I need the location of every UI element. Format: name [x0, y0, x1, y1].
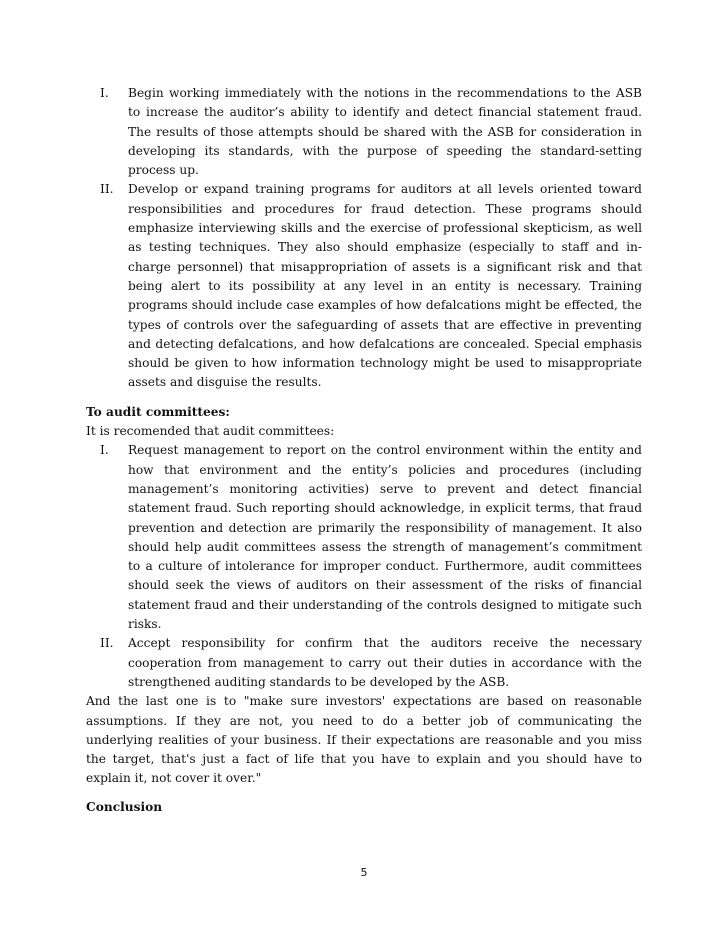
auditor-recommendations-list [86, 84, 642, 393]
list-item-number: II. [100, 182, 114, 197]
list-item [86, 634, 642, 692]
list-item-number: I. [100, 443, 109, 458]
audit-committees-intro: It is recomended that audit committees: [86, 424, 335, 439]
closing-paragraph: And the last one is to "make sure investors' expectations are based on reasonable assumptions. If they are not, you need to do a better job of communicating the underlying realities of your business. If their expectations are reasonable and you miss the target, that's just a fact of life that you have to explain and you should have to explain it, not cover it over." [86, 694, 642, 786]
list-item-text: Develop or expand training programs for auditors at all levels oriented toward responsibilities and procedures for fraud detection. These programs should emphasize interviewing skills and the exercise of professional skepticism, as well as testing techniques. They also should emphasize (especially to staff and in-charge personnel) that misappropriation of assets is a significant risk and that being alert to its possibility at any level in an entity is necessary. Training programs should include case examples of how defalcations might be effected, the types of controls over the safeguarding of assets that are effective in preventing and detecting defalcations, and how defalcations are concealed. Special emphasis should be given to how information technology might be used to misappropriate assets and disguise the results. [128, 182, 642, 390]
audit-committee-recommendations-list [86, 441, 642, 692]
list-item [86, 84, 642, 180]
list-item-text: Request management to report on the control environment within the entity and how that environment and the entity’s policies and procedures (including management’s monitoring activities) serve to prevent and detect financial statement fraud. Such reporting should acknowledge, in explicit terms, that fraud prevention and detection are primarily the responsibility of management. It also should help audit committees assess the strength of management’s commitment to a culture of intolerance for improper conduct. Furthermore, audit committees should seek the views of auditors on their assessment of the risks of financial statement fraud and their understanding of the controls designed to mitigate such risks. [128, 443, 642, 632]
conclusion-heading: Conclusion [86, 799, 163, 814]
list-item-text: Begin working immediately with the notions in the recommendations to the ASB to increase the auditor’s ability to identify and detect financial statement fraud. The results of those attempts should be shared with the ASB for consideration in developing its standards, with the purpose of speeding the standard-setting process up. [128, 86, 642, 178]
list-item-number: I. [100, 86, 109, 100]
list-item-number: II. [100, 636, 114, 651]
list-item [86, 180, 642, 392]
list-item [86, 441, 642, 634]
page-number: 5 [360, 866, 368, 879]
page-content [86, 84, 642, 817]
audit-committees-heading: To audit committees: [86, 404, 230, 419]
list-item-text: Accept responsibility for confirm that the auditors receive the necessary cooperation from management to carry out their duties in accordance with the strengthened auditing standards to be developed by the ASB. [128, 636, 642, 689]
